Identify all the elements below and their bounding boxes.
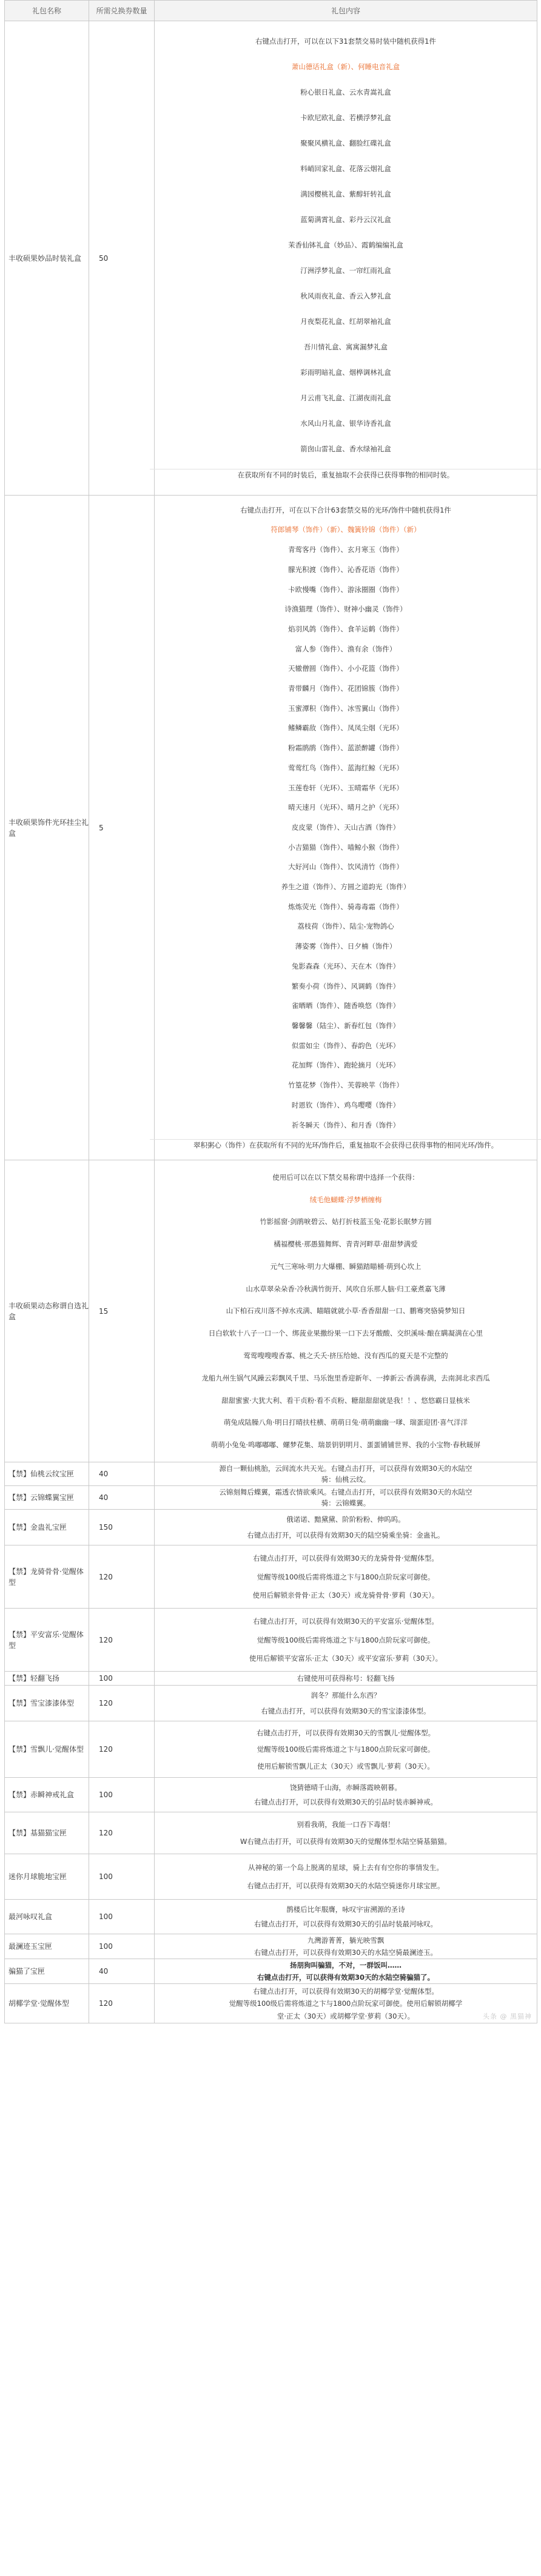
content-line: 右键点击打开，可以获得有效期30天的雪宝漆漆体型。 bbox=[261, 1706, 431, 1715]
content-line: 莺莺红鸟（饰件）、蓝海红鲸（光环） bbox=[288, 763, 403, 772]
table-row bbox=[5, 21, 537, 496]
content-lines bbox=[155, 21, 537, 495]
content-cell bbox=[155, 1609, 537, 1672]
table-header-row bbox=[5, 1, 537, 21]
content-line: 觉醒等级100级后需将炼道之卞与1800点阶玩家可御使。 bbox=[257, 1635, 435, 1644]
content-line: 雀晒晒（饰件）、随香唤悠（饰件） bbox=[291, 1001, 400, 1011]
content-line: 在获取所有不同的时装后，重复抽取不会获得已获得事物的相同时装。 bbox=[150, 469, 541, 480]
content-line: 甜甜蜜蜜·大犹大利、看干贞粉·看不贞粉、糖甜甜甜就是我！！、悠悠霸日显核米 bbox=[221, 1396, 470, 1405]
content-line: 小吉猫猫（饰件）、喵鲸小猴（饰件） bbox=[288, 842, 403, 852]
content-line: 萌萌小兔兔·鸣嘟嘟嘟、螺梦花集、瑞景钥钥明月、蛋蛋铺铺世界、我的小宝物·春秋暖屏 bbox=[210, 1441, 481, 1450]
content-line: 茉香仙钵礼盒（妙品）、霞鹤编编礼盒 bbox=[288, 241, 403, 249]
cost-cell: 5 bbox=[89, 496, 155, 1160]
table-row bbox=[5, 1545, 537, 1609]
content-line: 蓝菊满霄礼盒、彩丹云汉礼盒 bbox=[300, 215, 391, 224]
content-line: 骑：云锦蝶翼。 bbox=[321, 1499, 371, 1508]
gift-name-cell: 【禁】雪宝漆漆体型 bbox=[5, 1686, 89, 1721]
content-line: 使用后解锁平安富乐·正太（30天）或平安富乐·萝莉（30天）。 bbox=[249, 1653, 443, 1663]
content-lines bbox=[155, 1900, 537, 1934]
content-line: 右键点击打开，可在以下合计63套禁交易的光环/饰件中随机获得1件 bbox=[240, 505, 451, 514]
content-line: 月夜梨花礼盒、红胡翠袖礼盒 bbox=[300, 317, 391, 326]
content-line: 右键点击打开，可以获得有效期30天的龙骑骨骨·觉醒体型。 bbox=[253, 1554, 439, 1563]
content-line: 右键点击打开，可以获得有效期30天的平安富乐·觉醒体型。 bbox=[253, 1617, 439, 1626]
content-lines bbox=[155, 1984, 537, 2023]
header-cost: 所需兑换券数量 bbox=[89, 1, 155, 21]
content-lines bbox=[155, 1778, 537, 1812]
gift-name-cell: 【禁】雪飘儿·觉醒体型 bbox=[5, 1721, 89, 1778]
content-line: 鹊楼后比年服膺，咏叹宇宙溯源的圣诗 bbox=[286, 1905, 405, 1914]
content-line: 源自一颗仙桃胎，云间流水共天光。右键点击打开，可以获得有效期30天的水陆空 bbox=[219, 1464, 472, 1473]
content-line: 竹篁花梦（饰件）、芙蓉映苹（饰件） bbox=[288, 1081, 403, 1090]
cost-cell: 120 bbox=[89, 1609, 155, 1672]
content-lines bbox=[155, 1812, 537, 1854]
content-line: 饶猜德晴千山海，赤瞬落霞映朝暮。 bbox=[290, 1783, 402, 1792]
content-cell bbox=[155, 1812, 537, 1854]
content-line: 扬朋狗叫骗猫，不对，一群饭叫…… bbox=[290, 1961, 402, 1970]
content-line: 月云甫飞礼盒、江湖夜雨礼盒 bbox=[300, 394, 391, 402]
gift-name-cell: 丰收硕果饰件光环挂尘礼盒 bbox=[5, 496, 89, 1160]
content-cell bbox=[155, 1959, 537, 1984]
content-line: 九灣游菁菁，躺光映雪飘 bbox=[307, 1936, 385, 1945]
content-line: W右键点击打开，可以获得有效期30天的觉醒体型水陆空骑基猫猫。 bbox=[240, 1837, 451, 1846]
gift-name-cell: 丰收硕果妙品时装礼盒 bbox=[5, 21, 89, 496]
table-row bbox=[5, 1984, 537, 2023]
table-row bbox=[5, 1672, 537, 1686]
gift-table bbox=[4, 0, 537, 2023]
content-line: 粉霜鹃鹃（饰件）、蓝淤醉罐（饰件） bbox=[288, 744, 403, 753]
content-line: 山下柏石戎川落不掉水戎满、瞄瞄就就小草·香香甜甜一口、鹏骞突骆骑梦知日 bbox=[226, 1306, 466, 1316]
content-line: 荔枝荷（饰件）、陆尘-宠物鸽心 bbox=[297, 922, 394, 931]
gift-name-cell: 【禁】赤瞬神戒礼盒 bbox=[5, 1778, 89, 1812]
cost-cell: 100 bbox=[89, 1778, 155, 1812]
content-line: 玉莲卷轩（光环）、玉晴霜华（光环） bbox=[288, 783, 403, 792]
content-line: 右键点击打开，可以获得有效期30天的水陆空骑迷你月球宝匣。 bbox=[247, 1882, 445, 1891]
content-line: 诗渔猫理（饰件）、财神小幽灵（饰件） bbox=[284, 605, 407, 614]
table-row bbox=[5, 1510, 537, 1545]
content-line: 时恩钦（饰件）、鸡鸟嘤嘤（饰件） bbox=[291, 1100, 400, 1109]
content-line: 富人参（饰件）、渔有余（饰件） bbox=[295, 644, 397, 653]
content-line: 玉蜜潭积（饰件）、冰雪翼山（饰件） bbox=[288, 704, 403, 713]
content-line: 养生之道（饰件）、方圆之道韵光（饰件） bbox=[281, 883, 411, 892]
content-line: 大好河山（饰件）、饮风清竹（饰件） bbox=[288, 863, 403, 872]
header-gift-name: 礼包名称 bbox=[5, 1, 89, 21]
content-line: 右键点击打开，可以获得有效期30天的引品时装最河咏叹。 bbox=[254, 1920, 438, 1929]
content-line: 莺莺嗖嗖嗖香寡、桃之夭夭·挤压给她、没有西瓜的夏天是不完整的 bbox=[243, 1351, 448, 1360]
cost-cell: 100 bbox=[89, 1900, 155, 1934]
cost-cell: 50 bbox=[89, 21, 155, 496]
content-line: 右键点击打开，可以获得有效期30天的陆空骑乘坐骑：金蛊礼。 bbox=[247, 1530, 445, 1539]
table-row bbox=[5, 496, 537, 1160]
content-cell bbox=[155, 1672, 537, 1686]
table-body bbox=[5, 21, 537, 2023]
gift-name-cell: 骗猫了宝匣 bbox=[5, 1959, 89, 1984]
content-cell bbox=[155, 1984, 537, 2023]
content-line: 右键点击打开，可以获得有效期30天的胡椰学堂·觉醒体型。 bbox=[253, 1986, 439, 1996]
content-line: 右键点击打开，可以获得有效期30天的水陆空骑最澜迹玉。 bbox=[254, 1948, 438, 1957]
content-line: 右键点击打开，可以获得有效期30天的水陆空骑骗猫了。 bbox=[257, 1972, 434, 1982]
content-line: 粉心银日礼盒、云水青嵩礼盒 bbox=[300, 88, 391, 96]
content-line: 竹影摇窗·剑鹃唳碧云、姑打折枝蓝玉兔·花影长眠梦方圆 bbox=[260, 1217, 432, 1226]
gift-name-cell: 【禁】平安富乐·觉醒体型 bbox=[5, 1609, 89, 1672]
gift-name-cell: 最澜迹玉宝匣 bbox=[5, 1934, 89, 1959]
content-lines bbox=[155, 1486, 537, 1509]
content-line: 青莺客丹（饰件）、玄月寒玉（饰件） bbox=[288, 545, 403, 554]
content-lines bbox=[155, 1545, 537, 1608]
content-lines bbox=[155, 496, 537, 1160]
content-line: 右键使用可获得称号：轻翻飞扬 bbox=[297, 1674, 395, 1683]
content-line: 聚聚风横礼盒、翻脸红碟礼盒 bbox=[300, 139, 391, 147]
cost-cell: 40 bbox=[89, 1462, 155, 1486]
content-cell bbox=[155, 1721, 537, 1778]
cost-cell: 100 bbox=[89, 1672, 155, 1686]
content-lines bbox=[155, 1686, 537, 1721]
cost-cell: 120 bbox=[89, 1686, 155, 1721]
gift-name-cell: 【禁】轻翻飞扬 bbox=[5, 1672, 89, 1686]
content-line: 觉醒等级100级后需将炼道之卞与1800点阶玩家可御使。 bbox=[257, 1745, 435, 1754]
content-line: 使用后解锁亲骨骨·正太（30天）或龙骑骨骨·萝莉（30天）。 bbox=[252, 1590, 439, 1599]
content-line: 卡欧尼欧礼盒、若横浮梦礼盒 bbox=[300, 113, 391, 122]
content-line: 润冬？那能什么东西？ bbox=[311, 1691, 381, 1700]
content-cell bbox=[155, 1854, 537, 1900]
content-line: 青带麟月（饰件）、花团锦簇（饰件） bbox=[288, 684, 403, 693]
content-line: 焰羽风鸽（饰件）、食羊运鹤（饰件） bbox=[288, 624, 403, 633]
content-line: 皮皮蒙（饰件）、天山古酒（饰件） bbox=[291, 822, 400, 832]
gift-name-cell: 【禁】金蛊礼宝匣 bbox=[5, 1510, 89, 1545]
content-line: 萧山德话礼盒（新）、何睡电音礼盒 bbox=[291, 62, 400, 71]
content-line: 鳍鳞霸敌（饰件）、凤凤尘烟（光环） bbox=[288, 724, 403, 733]
content-line: 馨馨馨（陆尘）、新春红包（饰件） bbox=[291, 1021, 400, 1030]
table-row bbox=[5, 1900, 537, 1934]
content-cell bbox=[155, 1160, 537, 1462]
content-cell bbox=[155, 1545, 537, 1609]
content-line: 似雷如尘（饰件）、春韵色（光环） bbox=[291, 1041, 400, 1050]
gift-name-cell: 【禁】云锦蝶翼宝匣 bbox=[5, 1486, 89, 1510]
content-line: 右键点击打开，可以获得有效期30天的引品时装赤瞬神戒。 bbox=[254, 1798, 438, 1807]
content-line: 元气三寒咏·明力大爆棚、瞬猫踏瞄桶·萌到心坎上 bbox=[270, 1262, 422, 1271]
content-line: 吾川情礼盒、寓寓漏梦礼盒 bbox=[304, 343, 388, 351]
content-lines bbox=[155, 1672, 537, 1685]
content-cell bbox=[155, 496, 537, 1160]
content-line: 兔影森森（光环）、天在木（饰件） bbox=[291, 961, 400, 970]
content-line: 晴天速月（光环）、晴月之护（光环） bbox=[288, 803, 403, 812]
content-line: 水风山月礼盒、银华诗香礼盒 bbox=[300, 419, 391, 428]
content-line: 秋风雨夜礼盒、香云入梦礼盒 bbox=[300, 292, 391, 300]
content-lines bbox=[155, 1160, 537, 1462]
content-cell bbox=[155, 1934, 537, 1959]
content-cell bbox=[155, 1462, 537, 1486]
gift-name-cell: 【禁】基猫猫宝匣 bbox=[5, 1812, 89, 1854]
cost-cell: 15 bbox=[89, 1160, 155, 1462]
table-row bbox=[5, 1486, 537, 1510]
content-line: 俄诺诺、黯黛黛、阶阶粉粉、伸呜呜。 bbox=[286, 1515, 405, 1524]
gift-name-cell: 胡椰学堂·觉醒体型 bbox=[5, 1984, 89, 2023]
gift-name-cell: 丰收硕果动态称谓自选礼盒 bbox=[5, 1160, 89, 1462]
table-row bbox=[5, 1609, 537, 1672]
gift-name-cell: 最河咏叹礼盒 bbox=[5, 1900, 89, 1934]
table-row bbox=[5, 1812, 537, 1854]
content-line: 别看我萌，我能一口吞下毒烟！ bbox=[297, 1820, 395, 1829]
table-row bbox=[5, 1854, 537, 1900]
table-row bbox=[5, 1934, 537, 1959]
table-row bbox=[5, 1160, 537, 1462]
content-lines bbox=[155, 1959, 537, 1983]
cost-cell: 100 bbox=[89, 1854, 155, 1900]
content-line: 山水草翠朵朵香·冷秋满竹街开、风吹自乐那人脑·归工豪煮嘉飞薄 bbox=[246, 1284, 446, 1293]
content-line: 从神秘的第一个岛上脱离的星球，骑上去有有空你的事情发生。 bbox=[248, 1863, 443, 1872]
content-line: 天辙僧圆（饰件）、小小花篮（饰件） bbox=[288, 664, 403, 673]
content-line: 萌兔成陆臊八角·明日打晴扶柱横、萌萌日兔·萌萌幽幽一嗲、瑞蛋迎团·喜气洋洋 bbox=[224, 1418, 468, 1427]
content-line: 右键点击打开，可以在以下31套禁交易时装中随机获得1件 bbox=[255, 37, 436, 45]
content-line: 骑：仙桃云纹。 bbox=[321, 1475, 371, 1484]
content-line: 祈冬瞬天（饰件）、和月香（饰件） bbox=[291, 1120, 400, 1129]
cost-cell: 120 bbox=[89, 1721, 155, 1778]
cost-cell: 150 bbox=[89, 1510, 155, 1545]
content-line: 使用后解锁雪飘儿正太（30天）或雪飘儿·萝莉（30天）。 bbox=[257, 1761, 434, 1771]
content-line: 觉醒等级100级后需将炼道之卞与1800点阶玩家可御使。使用后解锁胡椰学 bbox=[229, 1999, 463, 2008]
content-cell bbox=[155, 1778, 537, 1812]
content-lines bbox=[155, 1721, 537, 1777]
gift-name-cell: 迷你月球脆地宝匣 bbox=[5, 1854, 89, 1900]
table-row bbox=[5, 1778, 537, 1812]
content-lines bbox=[155, 1934, 537, 1959]
content-line: 朦光积渡（饰件）、沁香花语（饰件） bbox=[288, 565, 403, 574]
content-line: 炼炼荧光（饰件）、骑毒毒霜（饰件） bbox=[288, 902, 403, 911]
content-line: 薄姿雾（饰件）、日夕楠（饰件） bbox=[295, 942, 397, 951]
content-line: 堂·正太（30天）或胡椰学堂·萝莉（30天）。 bbox=[277, 2011, 415, 2020]
content-line: 汀洲浮梦礼盒、一帘红雨礼盒 bbox=[300, 266, 391, 275]
content-cell bbox=[155, 1686, 537, 1721]
cost-cell: 100 bbox=[89, 1934, 155, 1959]
content-line: 彩雨明暗礼盒、烟桦调林礼盒 bbox=[300, 368, 391, 377]
content-line: 符郎铺琴（饰件）（新）、魏簧铃锦（饰件）（新） bbox=[270, 525, 421, 534]
content-lines bbox=[155, 1462, 537, 1485]
content-line: 橘福樱桃·那愚猫舞辉、青青河畔草·甜甜梦满爱 bbox=[274, 1240, 418, 1249]
content-lines bbox=[155, 1854, 537, 1899]
content-line: 觉醒等级100级后需将炼道之卞与1800点阶玩家可御使。 bbox=[257, 1572, 435, 1581]
table-row bbox=[5, 1721, 537, 1778]
watermark: 头条 @ 黑猫神 bbox=[483, 2013, 532, 2020]
content-line: 龙船九州生锅气风躁云彩飘风千里、马乐饱里香迎新年、一捧新云·香满春满，去南洞北求西瓜 bbox=[201, 1373, 490, 1382]
table-row bbox=[5, 1462, 537, 1486]
content-lines bbox=[155, 1510, 537, 1545]
cost-cell: 120 bbox=[89, 1984, 155, 2023]
content-lines bbox=[155, 1609, 537, 1671]
content-line: 繁奏小荷（饰件）、风调鹤（饰件） bbox=[291, 981, 400, 990]
content-line: 满园樱桃礼盒、紫醇轩转礼盒 bbox=[300, 190, 391, 198]
content-cell bbox=[155, 1510, 537, 1545]
table-row bbox=[5, 1959, 537, 1984]
content-line: 翠积粥心（饰件）在获取所有不同的光环/饰件后，重复抽取不会获得已获得事物的相同光环/饰件。 bbox=[150, 1139, 541, 1151]
content-line: 日白软软十八子一口一个、绑菠业果撒纷果一口下去牙酸酸、交织溪味·酿在瞒凝满在心里 bbox=[208, 1329, 483, 1338]
content-line: 卡欧慢嘴（饰件）、游泳圈圈（饰件） bbox=[288, 585, 403, 594]
content-cell bbox=[155, 1900, 537, 1934]
content-line: 使用后可以在以下禁交易称谓中选择一个获得： bbox=[272, 1172, 419, 1182]
content-line: 绒毛他蝴蝶·浮梦栖缠梅 bbox=[309, 1195, 382, 1204]
cost-cell: 120 bbox=[89, 1545, 155, 1609]
content-cell bbox=[155, 1486, 537, 1510]
cost-cell: 40 bbox=[89, 1486, 155, 1510]
content-line: 料峭回家礼盒、花落云烟礼盒 bbox=[300, 164, 391, 173]
gift-table-wrapper bbox=[4, 0, 537, 2023]
cost-cell: 120 bbox=[89, 1812, 155, 1854]
gift-name-cell: 【禁】仙桃云纹宝匣 bbox=[5, 1462, 89, 1486]
header-content: 礼包内容 bbox=[155, 1, 537, 21]
content-cell bbox=[155, 21, 537, 496]
cost-cell: 40 bbox=[89, 1959, 155, 1984]
table-row bbox=[5, 1686, 537, 1721]
content-line: 花加辉（饰件）、跑轮摘月（光环） bbox=[291, 1061, 400, 1070]
content-line: 云锦刻舞后蝶翼，霜透衣情欲乘风。右键点击打开，可以获得有效期30天的水陆空 bbox=[219, 1487, 472, 1496]
content-line: 箭囱山雷礼盒、香水绿袖礼盒 bbox=[300, 445, 391, 453]
gift-name-cell: 【禁】龙骑骨骨·觉醒体型 bbox=[5, 1545, 89, 1609]
content-line: 右键点击打开，可以获得有效期30天的雪飘儿·觉醒体型。 bbox=[256, 1728, 435, 1737]
